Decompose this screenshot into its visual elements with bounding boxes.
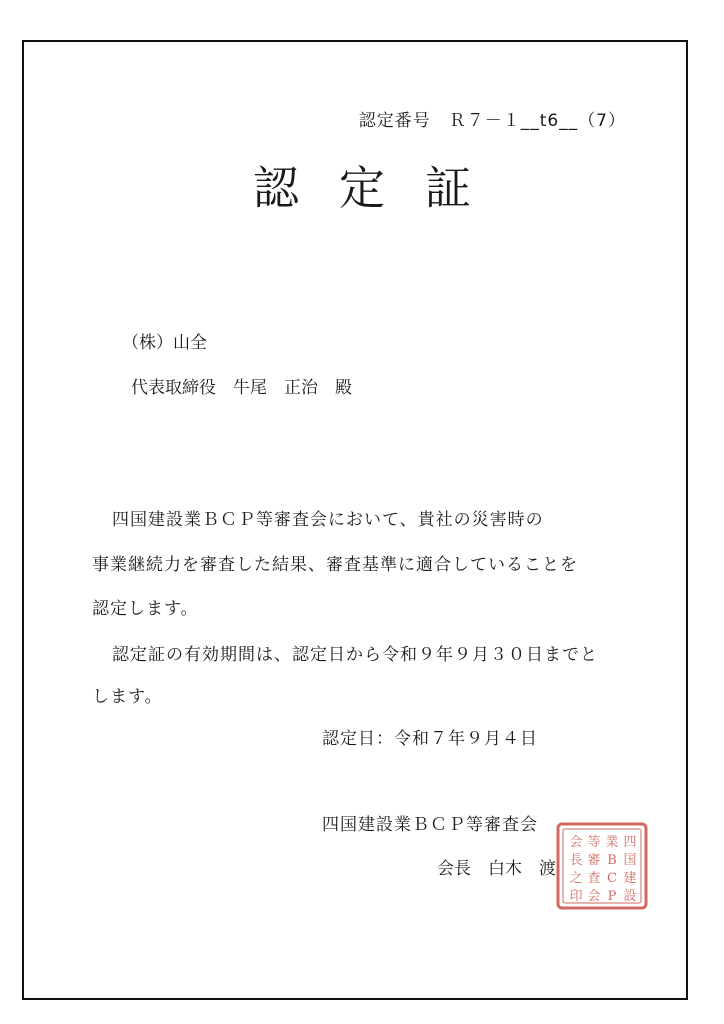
certificate-number: 認定番号 Ｒ７－１__t6__（7） <box>358 111 626 131</box>
body-text-line: 認定証の有効期間は、認定日から令和９年９月３０日までと <box>112 645 598 665</box>
svg-text:印: 印 <box>569 889 583 904</box>
svg-text:四: 四 <box>623 835 637 850</box>
body-text-line: 事業継続力を審査した結果、審査基準に適合していることを <box>92 555 578 575</box>
svg-text:P: P <box>607 889 617 904</box>
svg-text:会: 会 <box>569 835 583 850</box>
svg-text:等: 等 <box>587 835 601 850</box>
svg-text:業: 業 <box>605 835 619 850</box>
svg-text:会: 会 <box>587 889 601 904</box>
body-text-line: 四国建設業ＢＣＰ等審査会において、貴社の災害時の <box>112 510 544 530</box>
recipient-person: 代表取締役 牛尾 正治 殿 <box>131 378 352 398</box>
svg-text:国: 国 <box>623 853 637 868</box>
svg-text:査: 査 <box>587 871 601 886</box>
svg-text:C: C <box>607 871 617 886</box>
issuer-chairman: 会長 白木 渡 <box>437 859 556 879</box>
certification-date: 認定日：令和７年９月４日 <box>322 729 538 749</box>
svg-text:設: 設 <box>623 889 637 904</box>
body-text-line: 認定します。 <box>92 599 199 619</box>
body-text-line: します。 <box>92 687 163 707</box>
svg-text:審: 審 <box>587 853 601 868</box>
svg-text:建: 建 <box>623 871 637 886</box>
issuer-organization: 四国建設業ＢＣＰ等審査会 <box>322 815 538 835</box>
certificate-title: 認定証 <box>253 161 511 215</box>
svg-text:之: 之 <box>569 871 583 886</box>
recipient-company: （株）山全 <box>122 333 207 353</box>
svg-text:長: 長 <box>569 853 583 868</box>
svg-text:B: B <box>607 853 617 868</box>
official-seal-stamp <box>556 822 648 910</box>
